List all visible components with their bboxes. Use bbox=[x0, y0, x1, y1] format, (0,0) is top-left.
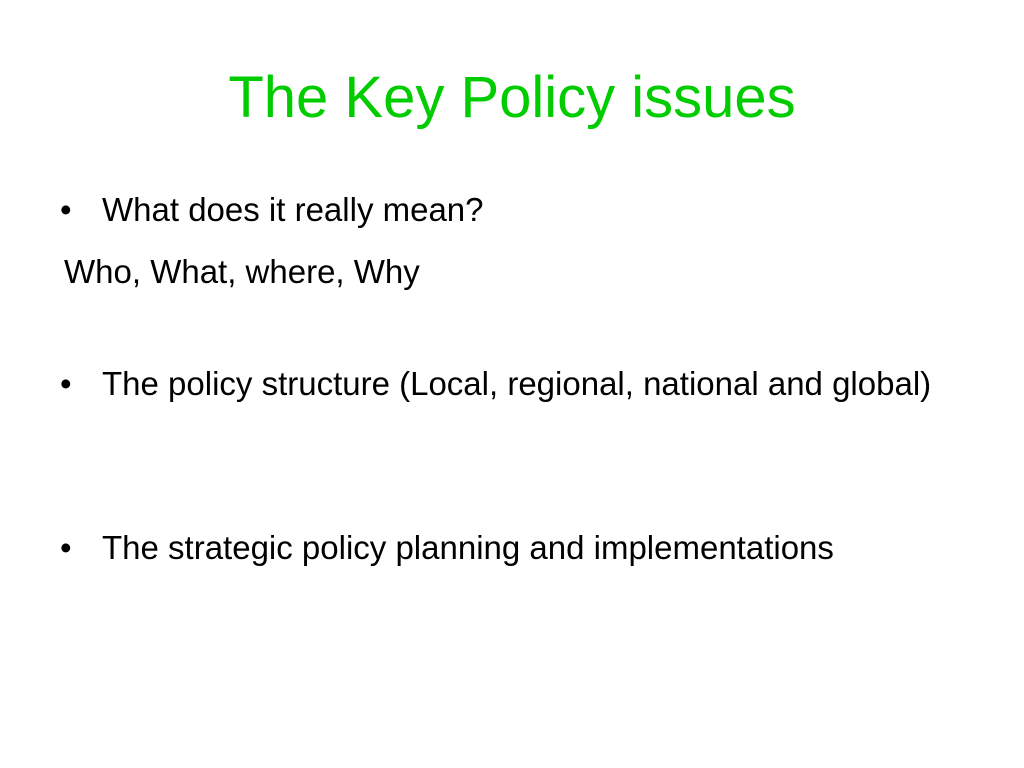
bullet-marker: • bbox=[60, 365, 72, 402]
bullet-marker: • bbox=[60, 529, 72, 566]
plain-text-line: Who, What, where, Why bbox=[64, 253, 420, 290]
bullet-text: What does it really mean? bbox=[102, 191, 484, 228]
bullet-text: The policy structure (Local, regional, national and global) bbox=[102, 365, 932, 402]
bullet-text: The strategic policy planning and implementations bbox=[102, 529, 834, 566]
bullet-item-1 bbox=[60, 188, 940, 232]
bullet-marker: • bbox=[60, 191, 72, 228]
slide-title: The Key Policy issues bbox=[228, 65, 796, 130]
bullet-item-3 bbox=[60, 526, 940, 570]
bullet-item-2 bbox=[60, 362, 940, 406]
